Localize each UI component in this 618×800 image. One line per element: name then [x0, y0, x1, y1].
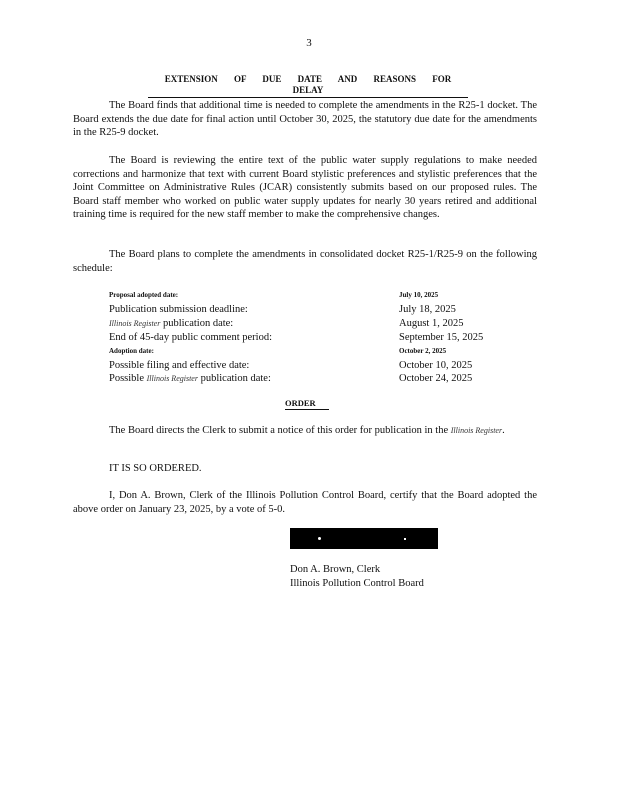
schedule-event: [109, 372, 399, 386]
schedule-date: July 10, 2025: [399, 291, 439, 299]
paragraph-order-directive: [73, 424, 537, 438]
schedule-date: October 10, 2025: [399, 359, 473, 371]
schedule-row: [109, 345, 509, 359]
paragraph-schedule-intro: The Board plans to complete the amendments in consolidated docket R25-1/R25-9 on the following schedule:: [73, 249, 537, 274]
schedule-event-text: publication date:: [160, 317, 234, 329]
schedule-date: September 15, 2025: [399, 331, 484, 343]
signature-mark: [404, 538, 406, 540]
schedule-table: [109, 289, 509, 386]
register-italic: Illinois Register: [146, 374, 198, 384]
paragraph-reasons-for-delay: The Board is reviewing the entire text of the public water supply regulations to make needed corrections and harmonize that text with current Board stylistic preferences and stylistic preferences that the Joint Committee on Administrative Rules (JCAR) consistently submits based on our proposed rules. The Board staff member who worked on public water supply updates for nearly 30 years retired and additional training time is required for the new staff member to make the comprehensive changes.: [73, 155, 537, 221]
schedule-row: [109, 317, 509, 331]
redacted-signature: [290, 528, 438, 549]
schedule-date: July 18, 2025: [399, 303, 456, 315]
signer-name: Don A. Brown, Clerk: [290, 564, 381, 575]
schedule-event: Possible filing and effective date:: [109, 359, 250, 371]
schedule-row: [109, 372, 509, 386]
schedule-event: Publication submission deadline:: [109, 303, 248, 315]
schedule-event-text: publication date:: [197, 373, 271, 385]
so-ordered: IT IS SO ORDERED.: [109, 463, 202, 474]
schedule-row: [109, 359, 509, 373]
schedule-event: End of 45-day public comment period:: [109, 331, 273, 343]
signature-mark: [318, 537, 321, 540]
schedule-date: August 1, 2025: [399, 317, 464, 329]
schedule-row: [109, 303, 509, 317]
order-directive-end: .: [502, 425, 505, 436]
paragraph-clerk-certification: I, Don A. Brown, Clerk of the Illinois Pollution Control Board, certify that the Board adopted the above order on January 23, 2025, by a vote of 5-0.: [73, 490, 537, 515]
register-italic: Illinois Register: [109, 318, 161, 328]
schedule-date: October 2, 2025: [399, 346, 447, 355]
schedule-event-prefix: Possible: [109, 373, 147, 385]
section-heading: EXTENSION OF DUE DATE AND REASONS FOR DELAY: [148, 74, 468, 98]
paragraph-due-date-extension: The Board finds that additional time is needed to complete the amendments in the R25-1 docket. The Board extends the due date for final action until October 30, 2025, the statutory due date for the amendments in the R25-9 docket.: [73, 100, 537, 139]
schedule-date: October 24, 2025: [399, 373, 473, 385]
schedule-row: [109, 331, 509, 345]
order-directive-text: The Board directs the Clerk to submit a notice of this order for publication in the: [109, 425, 451, 436]
signer-block: [290, 563, 424, 591]
schedule-event: [109, 317, 399, 331]
signer-organization: Illinois Pollution Control Board: [290, 577, 424, 589]
schedule-event: Proposal adopted date:: [109, 291, 179, 299]
schedule-event: Adoption date:: [109, 346, 154, 355]
register-italic: Illinois Register: [450, 426, 503, 435]
page-number: 3: [306, 37, 312, 49]
schedule-row: [109, 289, 509, 303]
order-heading: ORDER: [285, 398, 329, 410]
